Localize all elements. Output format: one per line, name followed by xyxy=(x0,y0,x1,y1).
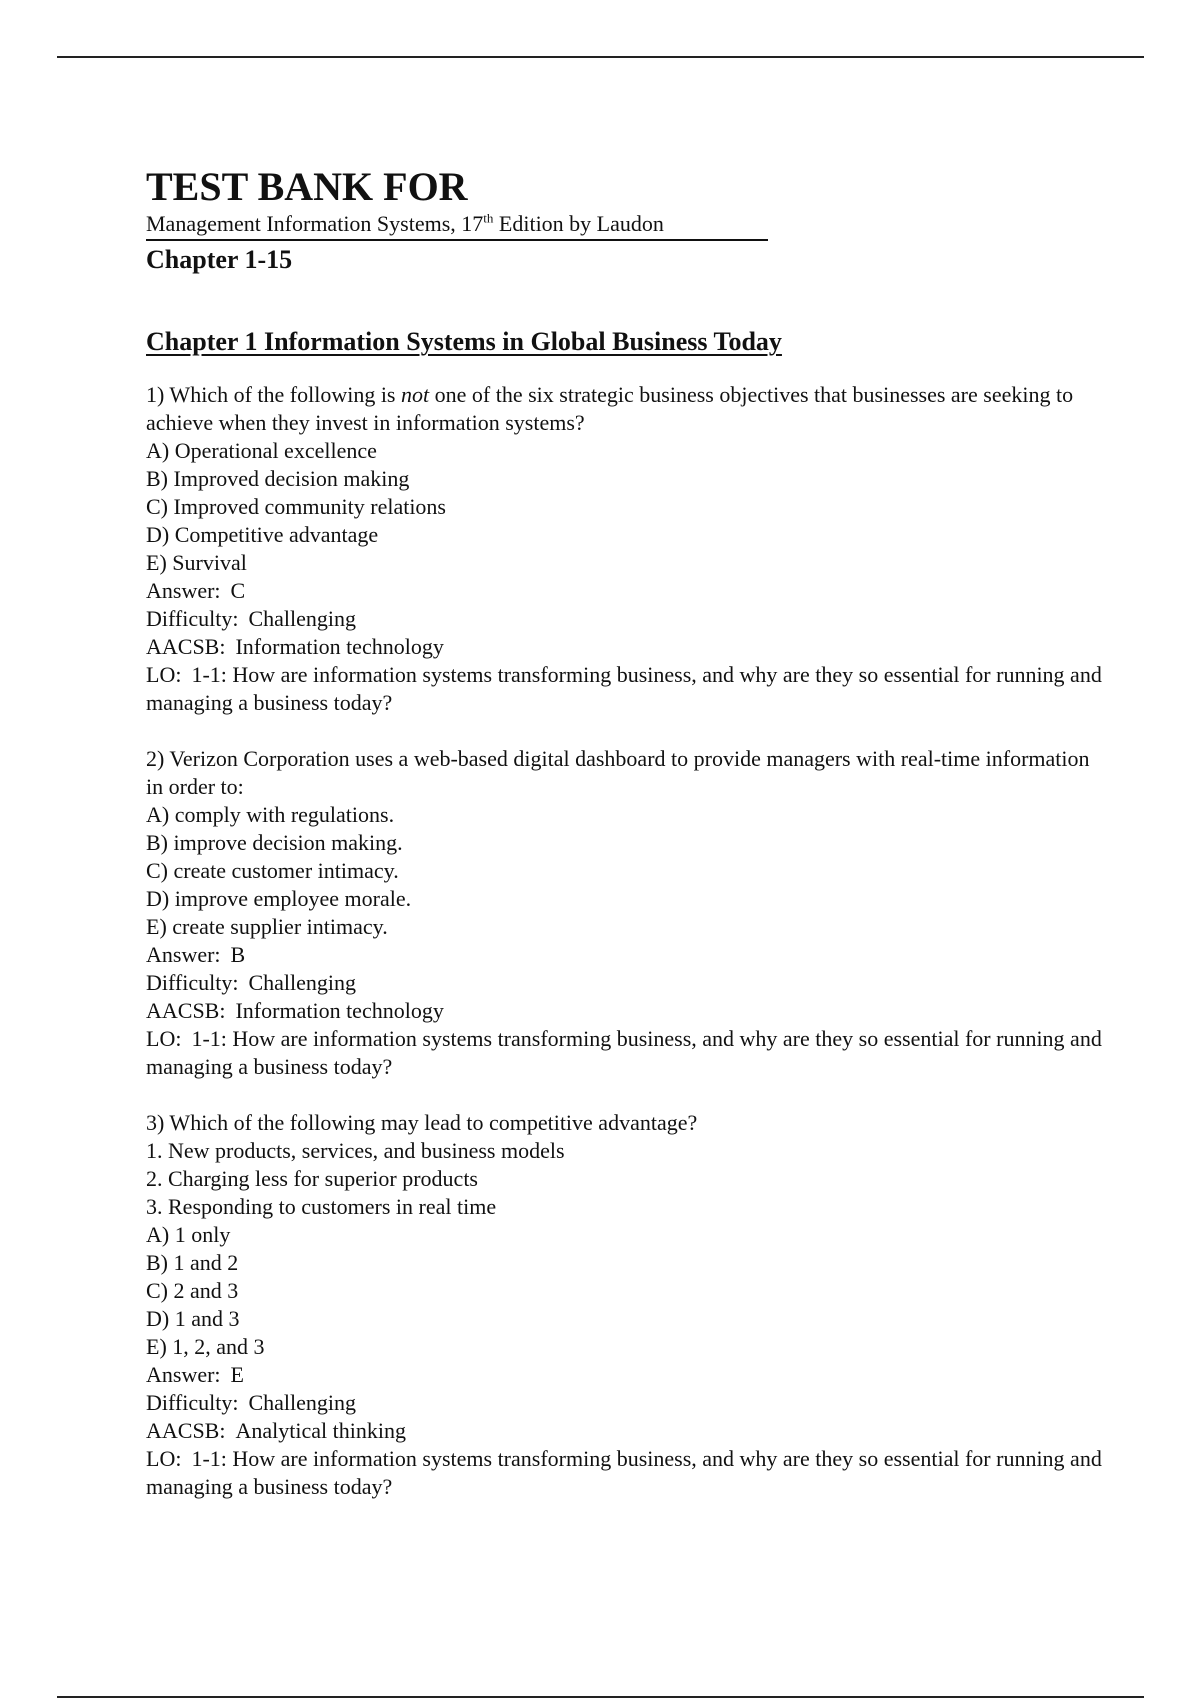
chapter-heading-text: Chapter 1 Information Systems in Global Business Today xyxy=(146,327,782,356)
numbered-item: 2. Charging less for superior products xyxy=(146,1166,478,1191)
document-body xyxy=(146,164,1106,1501)
difficulty-value: Challenging xyxy=(248,970,357,995)
aacsb-line xyxy=(146,633,1106,661)
aacsb-value: Information technology xyxy=(235,998,444,1023)
question-2 xyxy=(146,745,1106,1081)
subtitle-text-end: Edition by Laudon xyxy=(493,211,664,236)
answer-option: B) 1 and 2 xyxy=(146,1250,239,1275)
document-subtitle xyxy=(146,210,768,241)
difficulty-label: Difficulty: xyxy=(146,1390,239,1415)
aacsb-line xyxy=(146,997,1106,1025)
difficulty-label: Difficulty: xyxy=(146,970,239,995)
lo-label: LO: xyxy=(146,662,182,687)
lo-value: 1-1: How are information systems transforming business, and why are they so essential for running and managing a business today? xyxy=(146,1026,1102,1079)
question-stem: 3) Which of the following may lead to competitive advantage? xyxy=(146,1110,698,1135)
answer-option: C) create customer intimacy. xyxy=(146,858,399,883)
lo-label: LO: xyxy=(146,1446,182,1471)
question-stem: 2) Verizon Corporation uses a web-based digital dashboard to provide managers with real-time information in order to: xyxy=(146,746,1090,799)
difficulty-value: Challenging xyxy=(248,1390,357,1415)
lo-label: LO: xyxy=(146,1026,182,1051)
stem-emphasis: not xyxy=(401,382,430,407)
answer-label: Answer: xyxy=(146,942,221,967)
difficulty-line xyxy=(146,605,1106,633)
document-title: TEST BANK FOR xyxy=(146,164,468,209)
subtitle-superscript: th xyxy=(483,210,494,226)
lo-line xyxy=(146,661,1106,717)
answer-option: E) create supplier intimacy. xyxy=(146,914,388,939)
answer-option: E) Survival xyxy=(146,550,247,575)
answer-value: C xyxy=(230,578,246,603)
answer-label: Answer: xyxy=(146,1362,221,1387)
subtitle-text: Management Information Systems, 17 xyxy=(146,211,484,236)
answer-line xyxy=(146,1361,1106,1389)
lo-line xyxy=(146,1025,1106,1081)
stem-text-end: one of the six strategic business objectives that businesses are seeking to achieve when they invest in information systems? xyxy=(146,382,1074,435)
difficulty-value: Challenging xyxy=(248,606,357,631)
difficulty-line xyxy=(146,969,1106,997)
answer-option: A) comply with regulations. xyxy=(146,802,395,827)
bottom-rule xyxy=(57,1696,1144,1698)
aacsb-label: AACSB: xyxy=(146,634,226,659)
answer-option: A) Operational excellence xyxy=(146,438,377,463)
difficulty-label: Difficulty: xyxy=(146,606,239,631)
lo-line xyxy=(146,1445,1106,1501)
chapter-range: Chapter 1-15 xyxy=(146,245,293,274)
numbered-item: 1. New products, services, and business models xyxy=(146,1138,565,1163)
answer-option: D) Competitive advantage xyxy=(146,522,379,547)
answer-option: C) Improved community relations xyxy=(146,494,446,519)
answer-line xyxy=(146,941,1106,969)
answer-value: B xyxy=(230,942,246,967)
aacsb-value: Analytical thinking xyxy=(235,1418,406,1443)
answer-option: D) improve employee morale. xyxy=(146,886,412,911)
numbered-item: 3. Responding to customers in real time xyxy=(146,1194,497,1219)
question-3 xyxy=(146,1109,1106,1501)
aacsb-label: AACSB: xyxy=(146,998,226,1023)
question-1 xyxy=(146,381,1106,717)
question-stem xyxy=(146,381,1106,437)
answer-option: B) Improved decision making xyxy=(146,466,410,491)
answer-value: E xyxy=(230,1362,244,1387)
answer-option: A) 1 only xyxy=(146,1222,231,1247)
answer-option: D) 1 and 3 xyxy=(146,1306,240,1331)
top-rule xyxy=(57,56,1144,58)
answer-label: Answer: xyxy=(146,578,221,603)
answer-option: E) 1, 2, and 3 xyxy=(146,1334,265,1359)
difficulty-line xyxy=(146,1389,1106,1417)
aacsb-value: Information technology xyxy=(235,634,444,659)
chapter-heading xyxy=(146,325,786,359)
answer-line xyxy=(146,577,1106,605)
lo-value: 1-1: How are information systems transforming business, and why are they so essential for running and managing a business today? xyxy=(146,662,1102,715)
aacsb-label: AACSB: xyxy=(146,1418,226,1443)
lo-value: 1-1: How are information systems transforming business, and why are they so essential for running and managing a business today? xyxy=(146,1446,1102,1499)
answer-option: B) improve decision making. xyxy=(146,830,403,855)
answer-option: C) 2 and 3 xyxy=(146,1278,239,1303)
aacsb-line xyxy=(146,1417,1106,1445)
stem-text: 1) Which of the following is xyxy=(146,382,401,407)
